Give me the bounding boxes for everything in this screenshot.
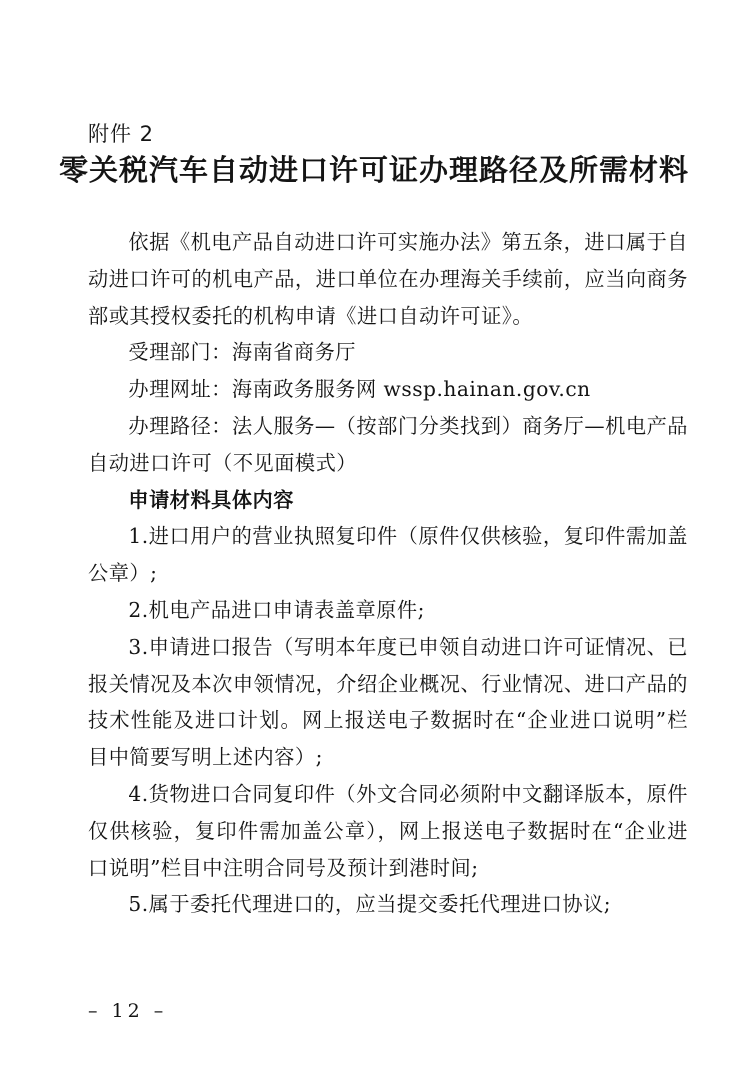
materials-heading: 申请材料具体内容 bbox=[128, 487, 294, 512]
processing-website: 办理网址：海南政务服务网 wssp.hainan.gov.cn bbox=[128, 377, 591, 402]
document-body bbox=[88, 224, 688, 923]
document-title: 零关税汽车自动进口许可证办理路径及所需材料 bbox=[58, 153, 689, 187]
material-item-4: 4.货物进口合同复印件（外文合同必须附中文翻译版本，原件仅供核验，复印件需加盖公章），网上报送电子数据时在“企业进口说明”栏目中注明合同号及预计到港时间; bbox=[88, 781, 688, 880]
intro-paragraph: 依据《机电产品自动进口许可实施办法》第五条，进口属于自动进口许可的机电产品，进口单位在办理海关手续前，应当向商务部或其授权委托的机构申请《进口自动许可证》。 bbox=[88, 230, 688, 328]
processing-path: 办理路径：法人服务—（按部门分类找到）商务厅—机电产品自动进口许可（不见面模式） bbox=[88, 413, 688, 475]
material-item-1: 1.进口用户的营业执照复印件（原件仅供核验，复印件需加盖公章）; bbox=[88, 524, 688, 586]
material-item-2: 2.机电产品进口申请表盖章原件; bbox=[128, 597, 425, 622]
material-item-3: 3.申请进口报告（写明本年度已申领自动进口许可证情况、已报关情况及本次申领情况，介绍企业概况、行业情况、进口产品的技术性能及进口计划。网上报送电子数据时在“企业进口说明”栏目中简要写明上述内容）; bbox=[88, 634, 688, 770]
page-number: – 12 – bbox=[88, 1000, 168, 1022]
accepting-department: 受理部门：海南省商务厅 bbox=[128, 340, 356, 365]
attachment-label: 附件 2 bbox=[88, 122, 155, 146]
material-item-5: 5.属于委托代理进口的，应当提交委托代理进口协议; bbox=[128, 892, 612, 917]
